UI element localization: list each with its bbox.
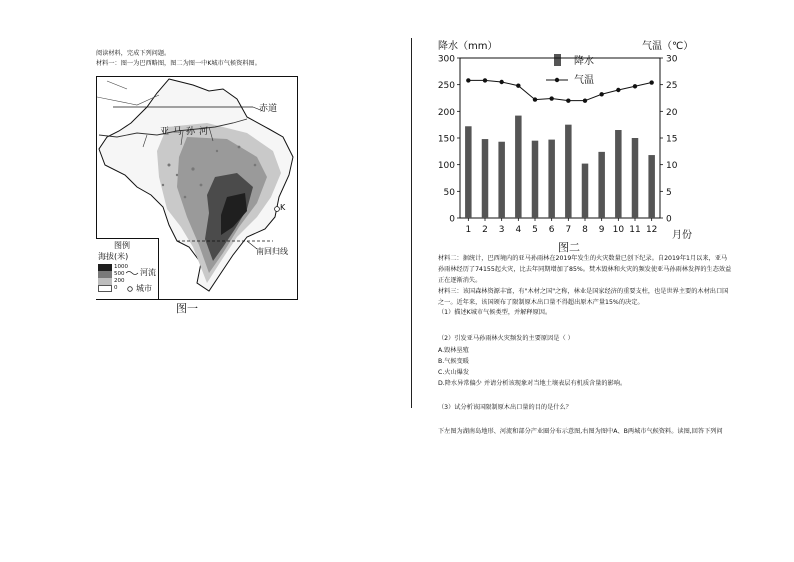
legend-city-label: 城市 bbox=[136, 284, 152, 293]
options-block bbox=[438, 345, 626, 389]
amazon-river-label: 亚马孙河 bbox=[160, 127, 213, 137]
legend-line-marker bbox=[555, 78, 559, 82]
temp-point bbox=[616, 88, 620, 92]
legend-swatch-1000 bbox=[98, 264, 112, 271]
left-tick-label: 150 bbox=[437, 134, 455, 145]
right-tick-label: 25 bbox=[666, 81, 678, 92]
legend-swatch-500 bbox=[98, 271, 112, 278]
temp-point bbox=[466, 78, 470, 82]
x-tick-label: 1 bbox=[465, 225, 472, 235]
precip-bar bbox=[515, 116, 522, 218]
right-tick-label: 0 bbox=[666, 214, 672, 225]
legend-river-label: 河流 bbox=[140, 268, 156, 277]
legend-level-1000: 1000 bbox=[114, 264, 128, 270]
material3-line: 之一。近年来，该国颁布了限制原木出口量不得超出原木产量15%的决定。 bbox=[438, 299, 644, 306]
tropic-label: 南回归线 bbox=[256, 247, 288, 256]
right-tick-label: 15 bbox=[666, 134, 678, 145]
river-legend-icon bbox=[126, 270, 140, 276]
material2-block bbox=[438, 253, 731, 286]
material2-line: 正在逐渐消失。 bbox=[438, 277, 482, 284]
climate-chart bbox=[430, 36, 700, 254]
temp-point bbox=[599, 92, 603, 96]
precip-bar bbox=[598, 152, 605, 218]
right-axis-title: 气温（℃） bbox=[642, 41, 694, 52]
right-tick-label: 5 bbox=[666, 187, 672, 198]
x-tick-label: 4 bbox=[515, 225, 522, 235]
precip-bar bbox=[465, 126, 472, 218]
legend-title: 图例 bbox=[114, 241, 130, 250]
page-divider bbox=[411, 38, 412, 408]
intro-text: 阅读材料，完成下列问题。 bbox=[96, 50, 171, 57]
precip-bar bbox=[565, 125, 572, 218]
precip-bar bbox=[582, 164, 589, 218]
legend-level-500: 500 bbox=[114, 271, 125, 277]
temp-point bbox=[499, 80, 503, 84]
precip-bar bbox=[648, 155, 655, 218]
temp-point bbox=[566, 98, 570, 102]
x-axis-title: 月份 bbox=[672, 230, 692, 241]
option-a: A.毁林垦殖 bbox=[438, 347, 469, 354]
x-tick-label: 11 bbox=[629, 225, 641, 235]
plot-frame bbox=[460, 58, 660, 218]
x-tick-label: 6 bbox=[548, 225, 555, 235]
legend-line-label: 气温 bbox=[574, 75, 594, 86]
option-c: C.火山爆发 bbox=[438, 369, 470, 376]
material3-line: 材料三：该国森林资源丰富，有"木材之国"之称，林业是国家经济的重要支柱，也是世界主要的木材出口国 bbox=[438, 288, 729, 295]
precip-bar bbox=[632, 138, 639, 218]
question-1: （1）描述K城市气候类型，并解释原因。 bbox=[438, 309, 552, 316]
precip-bar bbox=[482, 139, 489, 218]
left-tick-label: 0 bbox=[449, 214, 455, 225]
right-tick-label: 10 bbox=[666, 161, 678, 172]
temp-point bbox=[483, 78, 487, 82]
precip-bar bbox=[548, 140, 555, 218]
legend-level-0: 0 bbox=[114, 285, 118, 291]
temp-point bbox=[533, 97, 537, 101]
x-tick-label: 3 bbox=[498, 225, 505, 235]
temp-line bbox=[468, 80, 651, 100]
left-tick-label: 50 bbox=[443, 187, 455, 198]
question-3: （3）试分析该国限制原木出口量的目的是什么？ bbox=[438, 404, 572, 411]
question-2: （2）引发亚马孙雨林火灾频发的主要原因是（ ） bbox=[438, 335, 574, 342]
x-tick-label: 8 bbox=[582, 225, 588, 235]
x-tick-label: 10 bbox=[612, 225, 625, 235]
option-b: B.气候变暖 bbox=[438, 358, 469, 365]
left-tick-label: 100 bbox=[437, 161, 455, 172]
right-tick-label: 20 bbox=[666, 107, 678, 118]
precip-bar bbox=[532, 141, 539, 218]
temp-point bbox=[583, 98, 587, 102]
figure1-caption: 图一 bbox=[176, 302, 198, 315]
material2-line: 材料二：据统计，巴西境内的亚马孙雨林在2019年发生的火灾数量已创下纪录。自2019年1月以来，亚马 bbox=[438, 255, 728, 262]
left-tick-label: 200 bbox=[437, 107, 455, 118]
temp-point bbox=[549, 96, 553, 100]
material2-line: 孙雨林经历了74155起火灾，比去年同期增加了85%。焚木毁林和火灾的频发使亚马孙雨林发挥的生态效益 bbox=[438, 266, 732, 273]
left-tick-label: 250 bbox=[437, 81, 455, 92]
material1-text: 材料一：图一为巴西略图，图二为图一中K城市气候资料图。 bbox=[96, 60, 261, 67]
chart-caption: 图二 bbox=[558, 241, 580, 254]
equator-label: 赤道 bbox=[259, 104, 278, 114]
legend-elevation-label: 海拔(米) bbox=[98, 252, 129, 261]
left-axis-title: 降水（mm） bbox=[438, 41, 498, 52]
right-tick-label: 30 bbox=[666, 54, 678, 65]
legend-swatch-0 bbox=[98, 285, 112, 292]
legend-level-200: 200 bbox=[114, 278, 125, 284]
x-tick-label: 9 bbox=[598, 225, 605, 235]
temp-point bbox=[649, 80, 653, 84]
left-tick-label: 300 bbox=[437, 54, 455, 65]
precip-bar bbox=[615, 130, 622, 218]
city-k-marker bbox=[275, 207, 280, 212]
x-tick-label: 12 bbox=[645, 225, 658, 235]
x-tick-label: 2 bbox=[482, 225, 488, 235]
option-d: D.降水异常偏少 并请分析该现象对当地土壤表层有机质含量的影响。 bbox=[438, 380, 627, 387]
map-legend bbox=[96, 238, 159, 299]
temp-point bbox=[516, 84, 520, 88]
legend-swatch-200 bbox=[98, 278, 112, 285]
next-question-intro: 下左图为湖南岛地形、河流和部分产业圈分布示意图,右图为图中A、B两城市气候资料。读图,回答下列问 bbox=[438, 428, 723, 435]
x-tick-label: 7 bbox=[565, 225, 572, 235]
precip-bar bbox=[498, 142, 505, 218]
city-legend-icon bbox=[126, 285, 134, 293]
temp-point bbox=[633, 84, 637, 88]
legend-bar-swatch bbox=[554, 54, 561, 66]
legend-bar-label: 降水 bbox=[574, 56, 594, 67]
x-tick-label: 5 bbox=[532, 225, 538, 235]
city-k-label: K bbox=[280, 203, 286, 212]
material3-block bbox=[438, 286, 728, 308]
